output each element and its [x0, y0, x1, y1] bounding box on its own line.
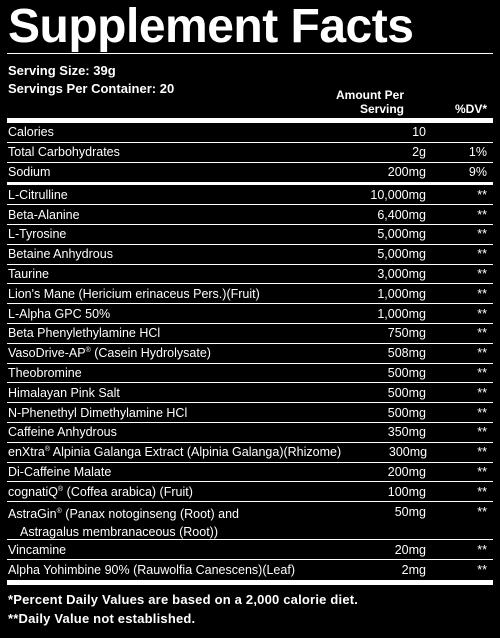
- ingredient-name: N-Phenethyl Dimethylamine HCl: [8, 405, 188, 420]
- dv-value: **: [477, 306, 487, 321]
- table-row: [7, 185, 493, 205]
- ingredient-name: Vincamine: [8, 542, 67, 557]
- dv-value: **: [477, 385, 487, 400]
- ingredient-name: Lion's Mane (Hericium erinaceus Pers.)(Fruit): [8, 286, 260, 301]
- amount-value: 10,000mg: [370, 187, 426, 202]
- ingredient-name: Himalayan Pink Salt: [8, 385, 120, 400]
- amount-value: 10: [412, 125, 426, 140]
- table-row: [7, 364, 493, 384]
- ingredient-name: cognatiQ® (Coffea arabica) (Fruit): [8, 484, 193, 499]
- table-row: [7, 383, 493, 403]
- dv-value: 9%: [468, 165, 487, 180]
- macro-table: [7, 123, 493, 182]
- footnote-not-established: **Daily Value not established.: [8, 610, 196, 626]
- table-row: [7, 123, 493, 143]
- amount-value: 500mg: [387, 385, 426, 400]
- amount-value: 5,000mg: [377, 227, 426, 242]
- amount-value: 2g: [412, 145, 426, 160]
- amount-value: 5,000mg: [377, 247, 426, 262]
- ingredient-name: AstraGin® (Panax notoginseng (Root) and Astragalus membranaceous (Root)): [8, 507, 240, 540]
- table-row: [7, 225, 493, 245]
- dv-value: **: [477, 207, 487, 222]
- ingredient-name: VasoDrive-AP® (Casein Hydrolysate): [8, 346, 211, 361]
- table-row: [7, 163, 493, 183]
- amount-value: 300mg: [388, 445, 428, 460]
- amount-value: 1,000mg: [377, 306, 426, 321]
- dv-value: **: [477, 445, 487, 460]
- table-row: [7, 403, 493, 423]
- dv-value: **: [477, 227, 487, 242]
- table-row: [7, 560, 493, 580]
- amount-value: 3,000mg: [377, 266, 426, 281]
- dv-value: **: [477, 562, 487, 577]
- dv-value: **: [477, 266, 487, 281]
- table-row: [7, 540, 493, 560]
- ingredient-name: Total Carbohydrates: [8, 145, 120, 160]
- ingredient-name: L-Alpha GPC 50%: [8, 306, 111, 321]
- ingredient-table: [7, 185, 493, 579]
- ingredient-name: L-Tyrosine: [8, 227, 67, 242]
- dv-value: **: [477, 484, 487, 499]
- amount-value: 500mg: [387, 405, 426, 420]
- table-row: [7, 205, 493, 225]
- amount-value: 200mg: [387, 464, 426, 479]
- dv-value: **: [477, 365, 487, 380]
- footnote-dv: *Percent Daily Values are based on a 2,000 calorie diet.: [8, 591, 359, 607]
- ingredient-name: Caffeine Anhydrous: [8, 425, 117, 440]
- amount-value: 2mg: [401, 562, 426, 577]
- table-row: [7, 324, 493, 344]
- table-row: [7, 423, 493, 443]
- amount-value: 6,400mg: [377, 207, 426, 222]
- table-row: [7, 245, 493, 265]
- amount-value: 508mg: [387, 346, 426, 361]
- table-row: [7, 284, 493, 304]
- dv-value: **: [477, 286, 487, 301]
- dv-header: %DV*: [454, 102, 487, 116]
- dv-value: **: [477, 405, 487, 420]
- amount-value: 100mg: [387, 484, 426, 499]
- amount-header: Amount Per Serving: [335, 88, 404, 116]
- ingredient-name: Alpha Yohimbine 90% (Rauwolfia Canescens)(Leaf): [8, 562, 295, 577]
- amount-value: 50mg: [394, 505, 426, 520]
- ingredient-name: Di-Caffeine Malate: [8, 464, 112, 479]
- table-row: [7, 143, 493, 163]
- dv-value: **: [477, 425, 487, 440]
- serving-size: Serving Size: 39g: [8, 63, 116, 78]
- dv-value: **: [477, 247, 487, 262]
- table-row: [7, 304, 493, 324]
- ingredient-name: Taurine: [8, 266, 49, 281]
- dv-value: **: [477, 187, 487, 202]
- table-row: [7, 502, 493, 540]
- dv-value: **: [477, 542, 487, 557]
- amount-value: 350mg: [387, 425, 426, 440]
- dv-value: 1%: [468, 145, 487, 160]
- amount-value: 200mg: [387, 165, 426, 180]
- ingredient-name: Calories: [8, 125, 54, 140]
- table-row: [7, 463, 493, 483]
- title-rule: [7, 53, 493, 54]
- panel-title: Supplement Facts: [8, 0, 414, 53]
- servings-per-container: Servings Per Container: 20: [8, 81, 175, 96]
- ingredient-name: Sodium: [8, 165, 51, 180]
- ingredient-name: Theobromine: [8, 365, 82, 380]
- amount-value: 500mg: [387, 365, 426, 380]
- dv-value: **: [477, 326, 487, 341]
- dv-value: **: [477, 464, 487, 479]
- table-row: [7, 265, 493, 285]
- table-row: [7, 344, 493, 364]
- ingredient-name: L-Citrulline: [8, 187, 68, 202]
- amount-value: 750mg: [387, 326, 426, 341]
- ingredient-name: Betaine Anhydrous: [8, 247, 113, 262]
- dv-value: **: [477, 505, 487, 520]
- ingredient-name: enXtra® Alpinia Galanga Extract (Alpinia Galanga)(Rhizome): [8, 445, 342, 460]
- ingredient-name: Beta-Alanine: [8, 207, 80, 222]
- amount-value: 1,000mg: [377, 286, 426, 301]
- ingredient-name: Beta Phenylethylamine HCl: [8, 326, 161, 341]
- table-row: [7, 443, 493, 463]
- amount-value: 20mg: [394, 542, 426, 557]
- footer-rule: [7, 580, 493, 585]
- dv-value: **: [477, 346, 487, 361]
- table-row: [7, 482, 493, 502]
